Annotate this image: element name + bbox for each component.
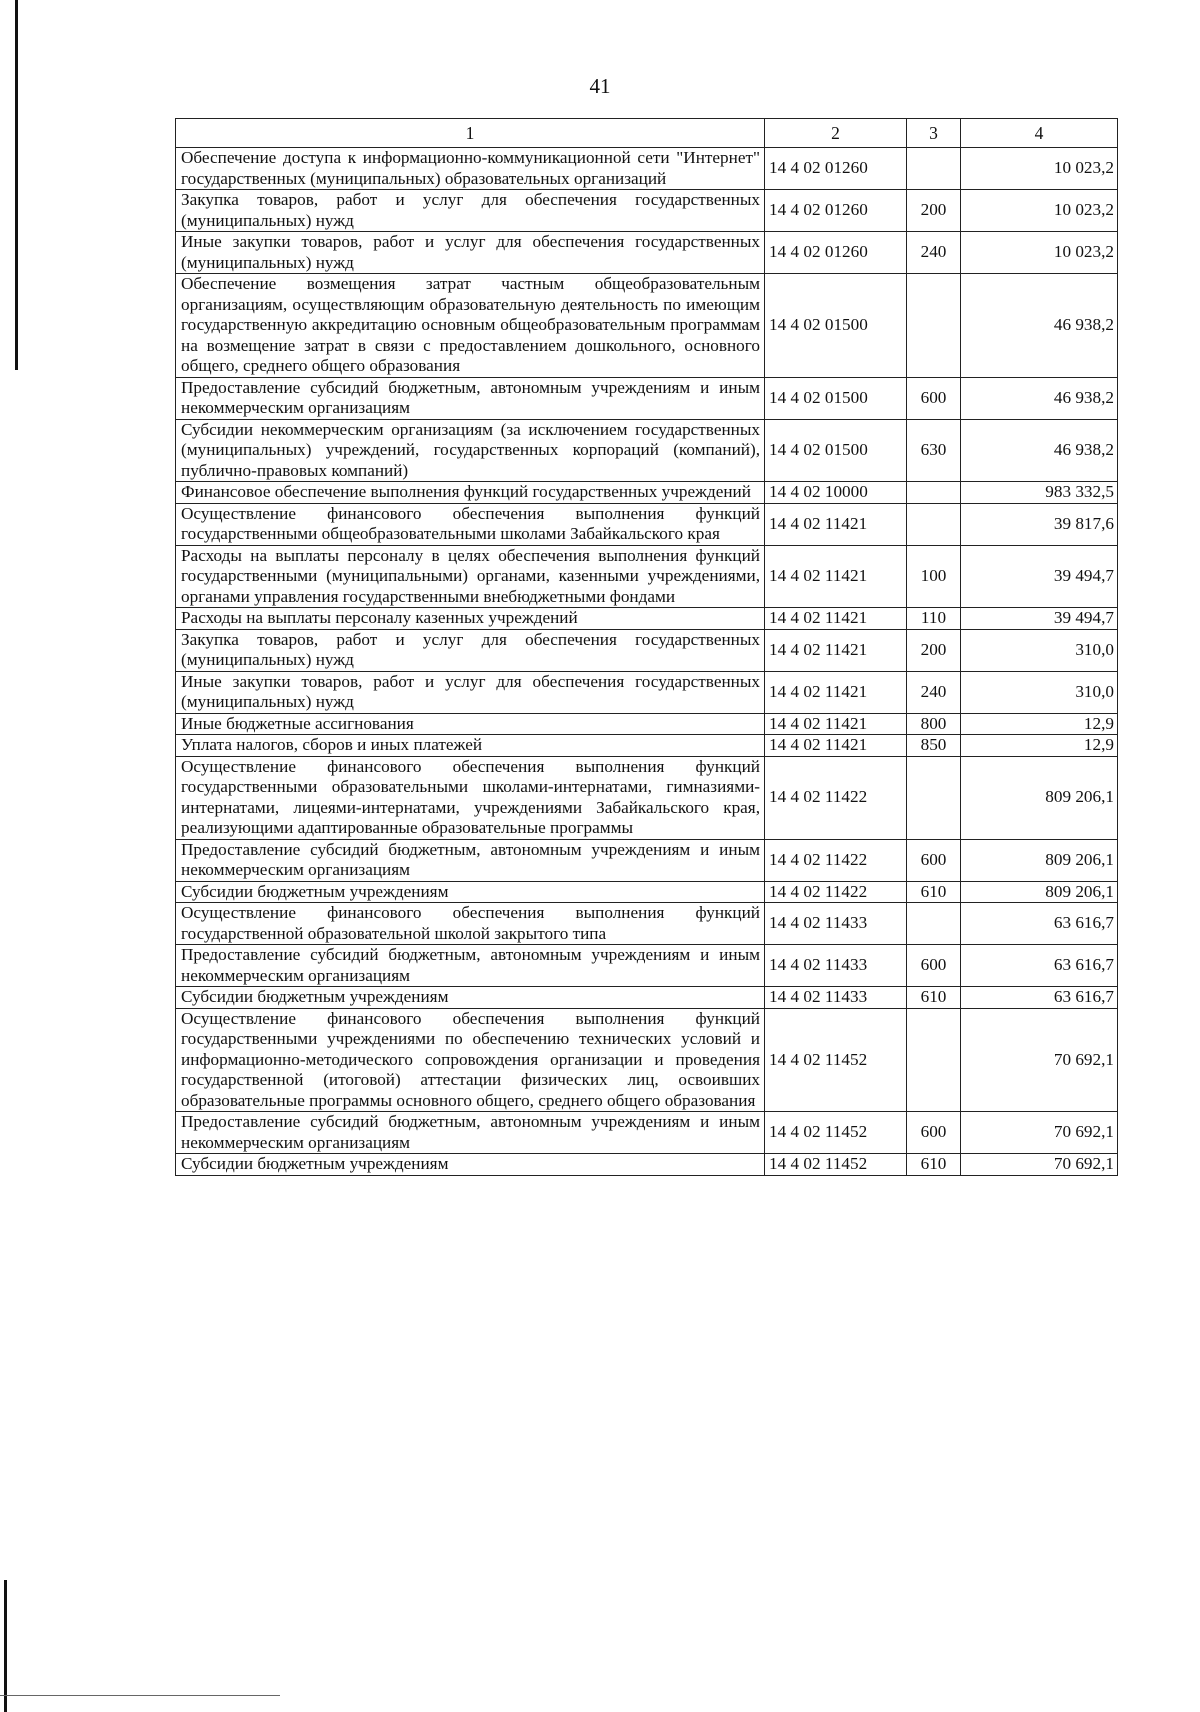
row-type-cell: 610	[907, 881, 961, 903]
row-amount-cell: 983 332,5	[961, 482, 1118, 504]
row-code-cell: 14 4 02 11433	[765, 945, 907, 987]
row-code-cell: 14 4 02 10000	[765, 482, 907, 504]
row-type-cell: 100	[907, 545, 961, 608]
row-code-cell: 14 4 02 01500	[765, 419, 907, 482]
table-row	[176, 232, 1118, 274]
row-name-cell: Обеспечение доступа к информационно-коммуникационной сети "Интернет" государственных (муниципальных) образовательных организаций	[176, 148, 765, 190]
row-amount-cell: 46 938,2	[961, 274, 1118, 378]
row-name-cell: Предоставление субсидий бюджетным, автономным учреждениям и иным некоммерческим организациям	[176, 839, 765, 881]
row-code-cell: 14 4 02 11452	[765, 1112, 907, 1154]
table-row	[176, 987, 1118, 1009]
row-amount-cell: 39 494,7	[961, 608, 1118, 630]
row-type-cell: 200	[907, 629, 961, 671]
table-row	[176, 545, 1118, 608]
row-type-cell: 600	[907, 839, 961, 881]
row-code-cell: 14 4 02 01500	[765, 274, 907, 378]
row-name-cell: Иные закупки товаров, работ и услуг для обеспечения государственных (муниципальных) нужд	[176, 232, 765, 274]
row-type-cell: 600	[907, 1112, 961, 1154]
row-type-cell	[907, 1008, 961, 1112]
table-row	[176, 671, 1118, 713]
table-row	[176, 945, 1118, 987]
row-type-cell: 200	[907, 190, 961, 232]
row-amount-cell: 12,9	[961, 713, 1118, 735]
row-code-cell: 14 4 02 01500	[765, 377, 907, 419]
row-name-cell: Осуществление финансового обеспечения выполнения функций государственными учреждениями по обеспечению технических условий и информационно-методического сопровождения организации и проведения государственной (итоговой) аттестации физических лиц, освоивших образовательные программы основного общего, среднего общего образования	[176, 1008, 765, 1112]
table-row	[176, 190, 1118, 232]
row-amount-cell: 46 938,2	[961, 419, 1118, 482]
row-type-cell: 110	[907, 608, 961, 630]
row-code-cell: 14 4 02 01260	[765, 148, 907, 190]
row-name-cell: Субсидии бюджетным учреждениям	[176, 1154, 765, 1176]
row-code-cell: 14 4 02 11422	[765, 881, 907, 903]
row-type-cell: 240	[907, 671, 961, 713]
row-name-cell: Обеспечение возмещения затрат частным общеобразовательным организациям, осуществляющим образовательную деятельность по имеющим государственную аккредитацию основным общеобразовательным программам на возмещение затрат в связи с предоставлением дошкольного, основного общего, среднего общего образования	[176, 274, 765, 378]
row-amount-cell: 70 692,1	[961, 1112, 1118, 1154]
table-body	[176, 148, 1118, 1176]
row-type-cell: 630	[907, 419, 961, 482]
row-name-cell: Иные бюджетные ассигнования	[176, 713, 765, 735]
table-row	[176, 419, 1118, 482]
row-type-cell: 850	[907, 735, 961, 757]
budget-table	[175, 118, 1118, 1176]
row-amount-cell: 12,9	[961, 735, 1118, 757]
row-name-cell: Осуществление финансового обеспечения выполнения функций государственной образовательной школой закрытого типа	[176, 903, 765, 945]
row-code-cell: 14 4 02 11452	[765, 1154, 907, 1176]
row-type-cell	[907, 148, 961, 190]
table-row	[176, 1112, 1118, 1154]
row-amount-cell: 39 494,7	[961, 545, 1118, 608]
row-amount-cell: 63 616,7	[961, 903, 1118, 945]
row-code-cell: 14 4 02 11421	[765, 735, 907, 757]
row-amount-cell: 809 206,1	[961, 839, 1118, 881]
row-amount-cell: 310,0	[961, 671, 1118, 713]
row-code-cell: 14 4 02 11421	[765, 671, 907, 713]
row-amount-cell: 10 023,2	[961, 148, 1118, 190]
row-amount-cell: 70 692,1	[961, 1154, 1118, 1176]
column-header: 1	[176, 119, 765, 148]
row-code-cell: 14 4 02 01260	[765, 232, 907, 274]
row-name-cell: Субсидии бюджетным учреждениям	[176, 881, 765, 903]
row-amount-cell: 10 023,2	[961, 232, 1118, 274]
row-name-cell: Предоставление субсидий бюджетным, автономным учреждениям и иным некоммерческим организациям	[176, 377, 765, 419]
row-code-cell: 14 4 02 11422	[765, 756, 907, 839]
table-row	[176, 608, 1118, 630]
row-name-cell: Финансовое обеспечение выполнения функций государственных учреждений	[176, 482, 765, 504]
table-row	[176, 756, 1118, 839]
row-amount-cell: 39 817,6	[961, 503, 1118, 545]
row-name-cell: Иные закупки товаров, работ и услуг для обеспечения государственных (муниципальных) нужд	[176, 671, 765, 713]
table-row	[176, 881, 1118, 903]
column-header: 2	[765, 119, 907, 148]
row-name-cell: Расходы на выплаты персоналу в целях обеспечения выполнения функций государственными (муниципальными) органами, казенными учреждениями, органами управления государственными внебюджетными фондами	[176, 545, 765, 608]
table-header-row	[176, 119, 1118, 148]
row-type-cell: 800	[907, 713, 961, 735]
row-type-cell	[907, 274, 961, 378]
table-row	[176, 1154, 1118, 1176]
column-header: 3	[907, 119, 961, 148]
row-amount-cell: 809 206,1	[961, 881, 1118, 903]
row-code-cell: 14 4 02 11421	[765, 629, 907, 671]
row-code-cell: 14 4 02 11421	[765, 608, 907, 630]
row-name-cell: Уплата налогов, сборов и иных платежей	[176, 735, 765, 757]
table-row	[176, 482, 1118, 504]
row-type-cell: 600	[907, 945, 961, 987]
scan-margin-line	[15, 0, 18, 370]
table-row	[176, 1008, 1118, 1112]
row-type-cell	[907, 903, 961, 945]
row-code-cell: 14 4 02 01260	[765, 190, 907, 232]
row-type-cell: 610	[907, 987, 961, 1009]
row-type-cell	[907, 756, 961, 839]
row-amount-cell: 63 616,7	[961, 987, 1118, 1009]
row-name-cell: Предоставление субсидий бюджетным, автономным учреждениям и иным некоммерческим организациям	[176, 1112, 765, 1154]
row-amount-cell: 70 692,1	[961, 1008, 1118, 1112]
scan-margin-line	[4, 1580, 7, 1712]
row-code-cell: 14 4 02 11422	[765, 839, 907, 881]
row-code-cell: 14 4 02 11433	[765, 987, 907, 1009]
row-type-cell: 240	[907, 232, 961, 274]
row-code-cell: 14 4 02 11452	[765, 1008, 907, 1112]
row-type-cell	[907, 503, 961, 545]
table-row	[176, 274, 1118, 378]
table-row	[176, 903, 1118, 945]
table-row	[176, 839, 1118, 881]
row-type-cell: 600	[907, 377, 961, 419]
row-name-cell: Субсидии бюджетным учреждениям	[176, 987, 765, 1009]
row-name-cell: Осуществление финансового обеспечения выполнения функций государственными общеобразовательными школами Забайкальского края	[176, 503, 765, 545]
row-amount-cell: 46 938,2	[961, 377, 1118, 419]
table-row	[176, 148, 1118, 190]
row-name-cell: Закупка товаров, работ и услуг для обеспечения государственных (муниципальных) нужд	[176, 629, 765, 671]
table-row	[176, 735, 1118, 757]
row-amount-cell: 809 206,1	[961, 756, 1118, 839]
row-name-cell: Субсидии некоммерческим организациям (за исключением государственных (муниципальных) учреждений, государственных корпораций (компаний), публично-правовых компаний)	[176, 419, 765, 482]
row-code-cell: 14 4 02 11421	[765, 545, 907, 608]
row-type-cell	[907, 482, 961, 504]
row-name-cell: Предоставление субсидий бюджетным, автономным учреждениям и иным некоммерческим организациям	[176, 945, 765, 987]
row-code-cell: 14 4 02 11421	[765, 503, 907, 545]
table-row	[176, 377, 1118, 419]
row-amount-cell: 63 616,7	[961, 945, 1118, 987]
row-amount-cell: 10 023,2	[961, 190, 1118, 232]
row-name-cell: Осуществление финансового обеспечения выполнения функций государственными образовательными школами-интернатами, гимназиями-интернатами, лицеями-интернатами, учреждениями Забайкальского края, реализующими адаптированные образовательные программы	[176, 756, 765, 839]
row-amount-cell: 310,0	[961, 629, 1118, 671]
column-header: 4	[961, 119, 1118, 148]
row-type-cell: 610	[907, 1154, 961, 1176]
row-code-cell: 14 4 02 11433	[765, 903, 907, 945]
table-row	[176, 503, 1118, 545]
table-row	[176, 629, 1118, 671]
page-number: 41	[589, 74, 611, 98]
row-code-cell: 14 4 02 11421	[765, 713, 907, 735]
row-name-cell: Расходы на выплаты персоналу казенных учреждений	[176, 608, 765, 630]
table-row	[176, 713, 1118, 735]
row-name-cell: Закупка товаров, работ и услуг для обеспечения государственных (муниципальных) нужд	[176, 190, 765, 232]
scan-margin-line	[0, 1695, 280, 1696]
